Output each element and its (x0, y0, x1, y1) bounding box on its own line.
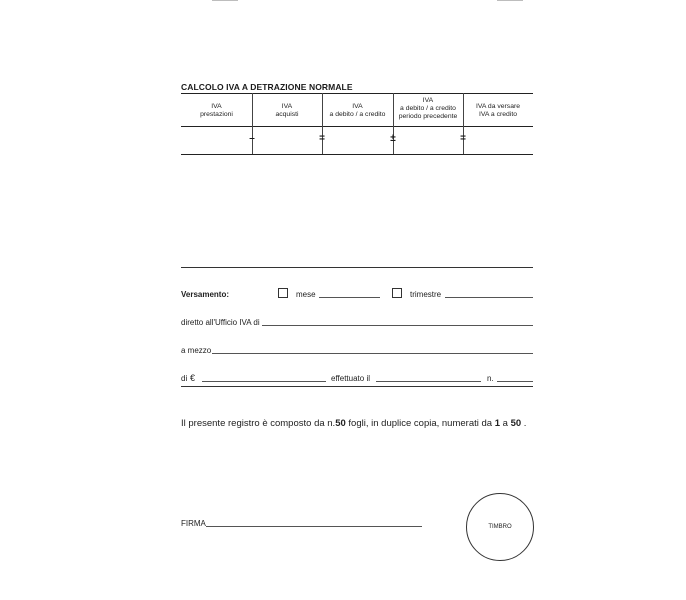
bottom-rule (181, 386, 533, 387)
section-separator (181, 267, 533, 268)
operator-equals: = (319, 133, 325, 144)
column-header-line: IVA a credito (478, 111, 518, 118)
note-to-number: 50 (510, 418, 522, 429)
stamp-label: TIMBRO (488, 524, 512, 530)
mese-checkbox[interactable] (278, 288, 288, 298)
column-header-line: a debito / a credito (400, 105, 456, 112)
mezzo-label: a mezzo (181, 346, 212, 355)
operator-minus: – (249, 133, 255, 144)
top-edge-mark-left (212, 0, 238, 1)
note-from-number: 1 (494, 418, 500, 429)
note-fogli-count: 50 (335, 418, 346, 429)
column-header-iva-periodo-precedente (393, 95, 463, 123)
column-header-line: a debito / a credito (329, 111, 386, 118)
versamento-label: Versamento: (181, 290, 230, 299)
column-header-iva-prestazioni (181, 97, 252, 125)
column-header-iva-debito-credito (322, 97, 393, 125)
column-header-iva-da-versare (463, 97, 533, 125)
numero-label: n. (487, 374, 494, 383)
trimestre-label: trimestre (410, 290, 442, 299)
column-header-line: IVA (422, 97, 434, 104)
ufficio-iva-input-line[interactable] (262, 325, 533, 326)
column-header-line: IVA da versare (475, 103, 521, 110)
table-bottom-rule (181, 154, 533, 155)
effettuato-label: effettuato il (331, 374, 370, 383)
mese-label: mese (296, 290, 316, 299)
column-header-line: periodo precedente (398, 113, 458, 120)
register-note (181, 418, 526, 429)
mezzo-input-line[interactable] (212, 353, 533, 354)
trimestre-input-line[interactable] (445, 297, 533, 298)
firma-input-line[interactable] (206, 526, 422, 527)
trimestre-checkbox[interactable] (392, 288, 402, 298)
data-input-line[interactable] (376, 381, 481, 382)
table-header-rule (181, 126, 533, 127)
importo-input-line[interactable] (202, 381, 326, 382)
column-header-line: IVA (352, 103, 363, 110)
mese-input-line[interactable] (319, 297, 380, 298)
top-edge-mark-right (497, 0, 523, 1)
note-text: a (500, 418, 511, 429)
note-text: . (521, 418, 527, 429)
note-text: fogli, in duplice copia, numerati da (345, 418, 495, 429)
numero-input-line[interactable] (497, 381, 533, 382)
operator-plus-minus: ± (390, 133, 396, 144)
column-header-iva-acquisti (252, 97, 322, 125)
ufficio-iva-label: diretto all'Ufficio IVA di (181, 318, 260, 327)
column-header-line: acquisti (275, 111, 299, 118)
section-title: CALCOLO IVA A DETRAZIONE NORMALE (181, 82, 353, 92)
importo-label: di (181, 374, 188, 383)
column-header-line: IVA (281, 103, 293, 110)
firma-label: FIRMA (181, 519, 206, 528)
operator-equals: = (460, 133, 466, 144)
column-header-line: prestazioni (200, 111, 233, 118)
table-top-rule (181, 93, 533, 94)
stamp-circle (466, 493, 534, 561)
column-header-line: IVA (211, 103, 222, 110)
euro-icon: € (190, 373, 196, 383)
note-text: Il presente registro è composto da n. (181, 418, 336, 429)
